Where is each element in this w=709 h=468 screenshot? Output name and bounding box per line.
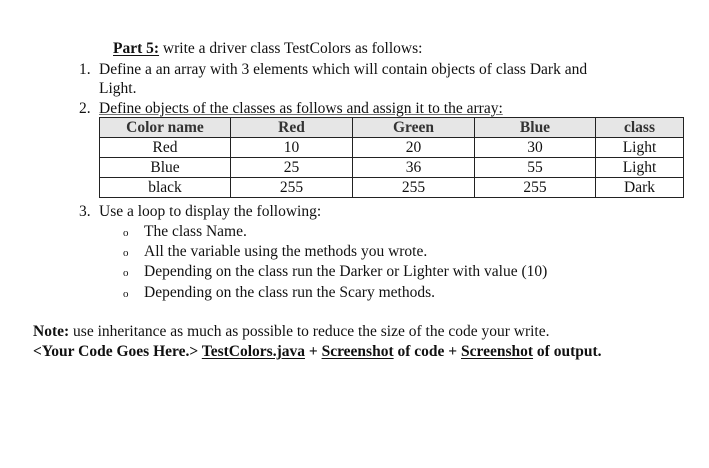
deliverable-line	[33, 343, 602, 361]
bullet-circle-icon: o	[123, 267, 129, 279]
code-placeholder: <Your Code Goes Here.>	[33, 343, 199, 360]
screenshot-output-label: Screenshot	[461, 343, 534, 360]
cell-class: Dark	[596, 178, 684, 198]
cell-color-name: Red	[100, 138, 231, 158]
cell-red: 255	[231, 178, 353, 198]
header-class: class	[596, 118, 684, 138]
part-text: write a driver class TestColors as follows:	[159, 40, 423, 57]
of-output-text: of output.	[533, 343, 602, 360]
step-number-1: 1.	[79, 61, 91, 78]
of-code-text: of code +	[393, 343, 461, 360]
header-blue: Blue	[475, 118, 596, 138]
note-paragraph	[33, 323, 550, 341]
step-number-3: 3.	[79, 203, 91, 220]
table-row	[100, 138, 684, 158]
cell-blue: 255	[475, 178, 596, 198]
note-text: use inheritance as much as possible to reduce the size of the code your write.	[69, 323, 550, 340]
table-row	[100, 178, 684, 198]
header-color-name: Color name	[100, 118, 231, 138]
part-label: Part 5:	[113, 40, 160, 57]
list-item: The class Name.	[144, 223, 247, 240]
step-text-1: Define a an array with 3 elements which will contain objects of class Dark and	[99, 61, 588, 78]
step-number-2: 2.	[79, 100, 91, 117]
list-item: Depending on the class run the Scary methods.	[144, 284, 435, 301]
cell-red: 10	[231, 138, 353, 158]
step-text-1-continued: Light.	[99, 80, 137, 97]
cell-blue: 30	[475, 138, 596, 158]
plus-separator: +	[304, 343, 322, 360]
part-heading	[113, 40, 422, 58]
table-row	[100, 158, 684, 178]
cell-class: Light	[596, 158, 684, 178]
list-item: All the variable using the methods you wrote.	[144, 243, 428, 260]
cell-red: 25	[231, 158, 353, 178]
bullet-circle-icon: o	[123, 247, 129, 259]
cell-green: 255	[353, 178, 475, 198]
file-name: TestColors.java	[201, 343, 305, 360]
bullet-circle-icon: o	[123, 288, 129, 300]
cell-blue: 55	[475, 158, 596, 178]
list-item: Depending on the class run the Darker or Lighter with value (10)	[144, 263, 548, 280]
cell-class: Light	[596, 138, 684, 158]
cell-color-name: Blue	[100, 158, 231, 178]
step-text-3: Use a loop to display the following:	[99, 203, 322, 220]
cell-green: 20	[353, 138, 475, 158]
color-table	[99, 117, 684, 198]
header-green: Green	[353, 118, 475, 138]
screenshot-code-label: Screenshot	[321, 343, 394, 360]
cell-green: 36	[353, 158, 475, 178]
cell-color-name: black	[100, 178, 231, 198]
note-label: Note:	[33, 323, 70, 340]
bullet-circle-icon: o	[123, 227, 129, 239]
header-red: Red	[231, 118, 353, 138]
step-text-2: Define objects of the classes as follows and assign it to the array:	[99, 100, 503, 117]
table-header-row	[100, 118, 684, 138]
